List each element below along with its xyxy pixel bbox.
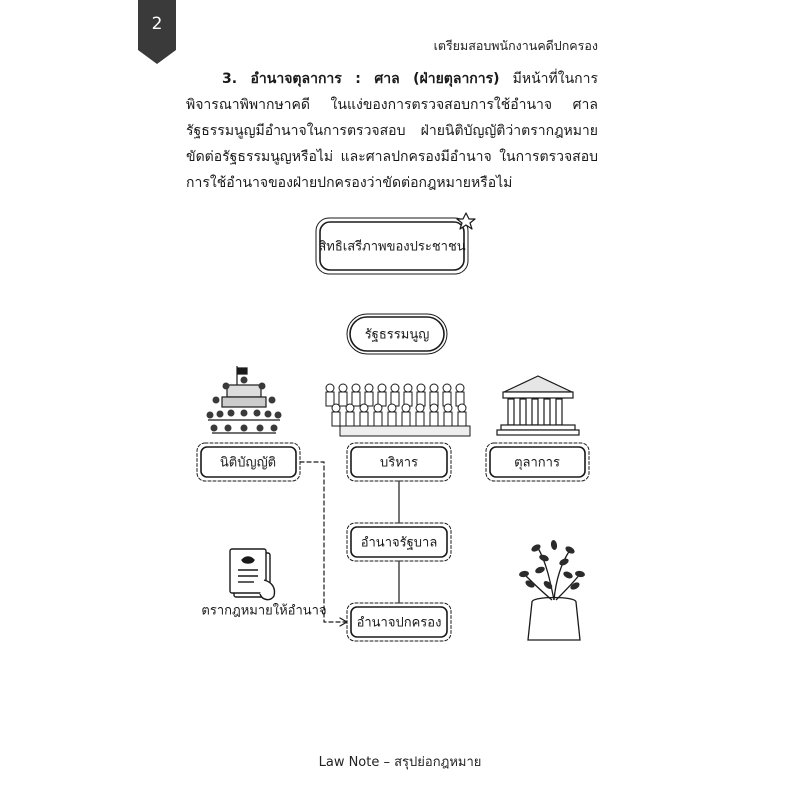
judicial-label: ตุลาการ xyxy=(514,455,560,471)
government-power-label: อำนาจรัฐบาล xyxy=(360,535,438,551)
law-book-icon xyxy=(230,549,275,600)
page-footer: Law Note – สรุปย่อกฎหมาย xyxy=(318,755,482,770)
page-number: 2 xyxy=(151,14,163,34)
enabling-law-arrow xyxy=(300,462,345,622)
parliament-icon xyxy=(207,366,282,433)
executive-label: บริหาร xyxy=(379,455,419,471)
intro-body: มีหน้าที่ในการพิจารณาพิพากษาคดี ในแง่ของการตรวจสอบการใช้อำนาจ ศาลรัฐธรรมนูญมีอำนาจในการตรวจสอบ ฝ่ายนิติบัญญัติว่าตรากฎหมายขัดต่อรัฐธรรมนูญหรือไม่ และศาลปกครองมีอำนาจ ในการตรวจสอบการใช้อำนาจของฝ่ายปกครองว่าขัดต่อกฎหมายหรือไม่ xyxy=(186,71,599,191)
constitution-label: รัฐธรรมนูญ xyxy=(364,327,430,343)
courthouse-icon xyxy=(497,376,579,435)
rights-label: สิทธิเสรีภาพของประชาชน xyxy=(318,239,466,255)
cabinet-group-icon xyxy=(326,384,470,436)
potted-plant-icon xyxy=(519,540,586,640)
administrative-power-label: อำนาจปกครอง xyxy=(356,615,442,631)
legislative-label: นิติบัญญัติ xyxy=(219,455,277,471)
enabling-law-label: ตรากฎหมายให้อำนาจ xyxy=(201,603,327,619)
section-heading: 3. อำนาจตุลาการ : ศาล (ฝ่ายตุลาการ) xyxy=(222,71,500,87)
star-icon xyxy=(457,213,475,229)
running-header: เตรียมสอบพนักงานคดีปกครอง xyxy=(433,38,598,53)
